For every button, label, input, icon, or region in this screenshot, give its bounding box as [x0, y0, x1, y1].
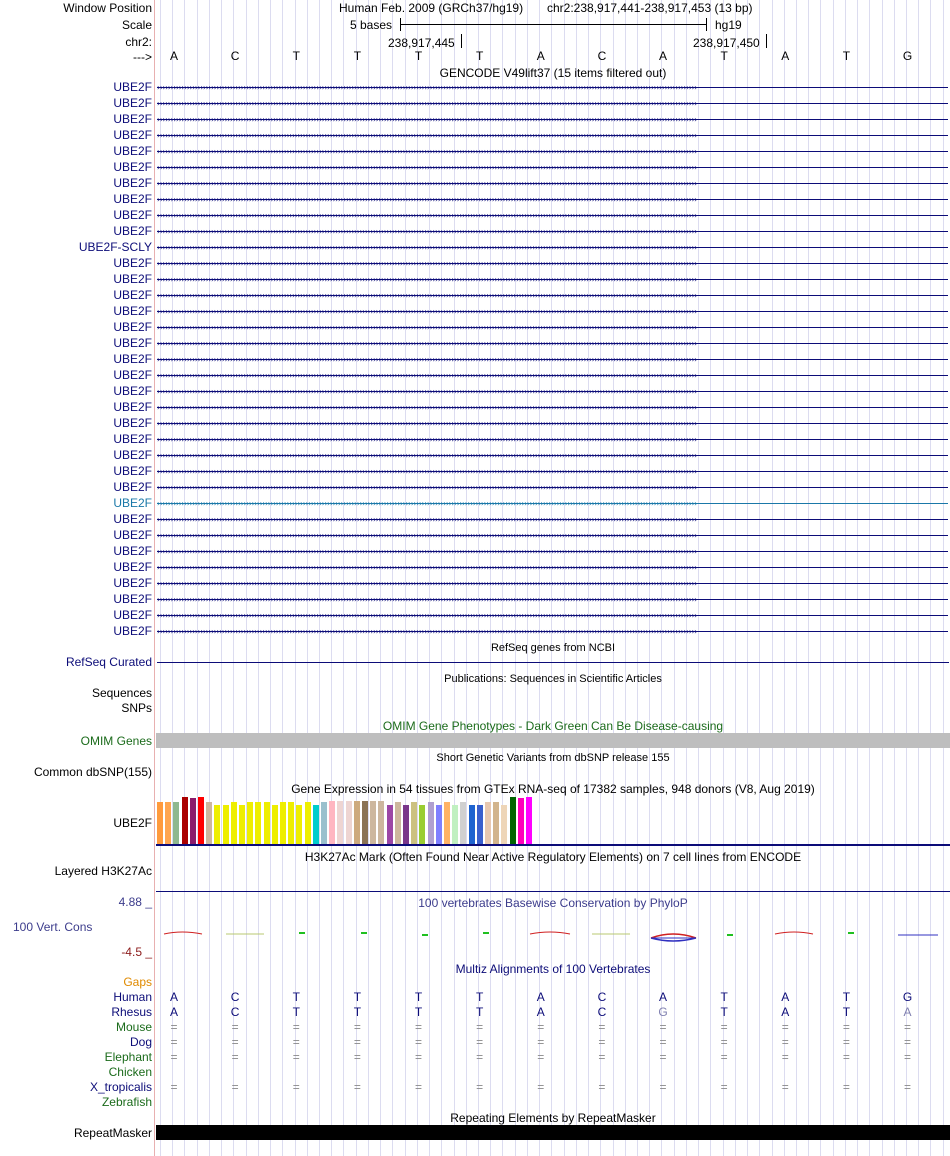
- gencode-transcript[interactable]: [157, 83, 948, 92]
- gencode-transcript[interactable]: [157, 419, 948, 428]
- gencode-gene-label[interactable]: UBE2F: [113, 576, 152, 590]
- gencode-gene-label[interactable]: UBE2F: [113, 256, 152, 270]
- gencode-transcript[interactable]: [157, 195, 948, 204]
- gencode-gene-label[interactable]: UBE2F: [113, 304, 152, 318]
- gtex-tissue-bar[interactable]: [428, 802, 434, 844]
- gencode-transcript[interactable]: [157, 227, 948, 236]
- gtex-tissue-bar[interactable]: [214, 805, 220, 844]
- sequence-base: A: [659, 49, 668, 63]
- gencode-transcript[interactable]: [157, 307, 948, 316]
- repeatmasker-track-title[interactable]: Repeating Elements by RepeatMasker: [450, 1111, 656, 1125]
- multiz-aligned-base: =: [659, 1020, 667, 1034]
- multiz-aligned-base: A: [903, 1005, 912, 1019]
- strand-direction-icon: ››››››››››››››››››››››››››››››››››››››››››››››››››››››››››››››››››››››››››››››››››››››››››››››››››››››››››››››››››››››››››››››››››››››››››››››››››››››››››››››››››››››››››››››››››››››››››››››››››››››››: [157, 579, 697, 588]
- multiz-aligned-base: =: [659, 1050, 667, 1064]
- multiz-aligned-base: =: [292, 1080, 300, 1094]
- gtex-tissue-bar[interactable]: [378, 801, 384, 844]
- sequence-base: A: [781, 49, 790, 63]
- gencode-transcript[interactable]: [157, 579, 948, 588]
- gtex-gene-label[interactable]: UBE2F: [113, 816, 152, 830]
- gtex-tissue-bar[interactable]: [182, 797, 188, 844]
- gencode-gene-label[interactable]: UBE2F: [113, 128, 152, 142]
- gtex-tissue-bar[interactable]: [501, 805, 507, 844]
- multiz-aligned-base: T: [414, 1005, 423, 1019]
- strand-direction-icon: ››››››››››››››››››››››››››››››››››››››››››››››››››››››››››››››››››››››››››››››››››››››››››››››››››››››››››››››››››››››››››››››››››››››››››››››››››››››››››››››››››››››››››››››››››››››››››››››››››››››››: [157, 195, 697, 204]
- strand-direction-icon: ››››››››››››››››››››››››››››››››››››››››››››››››››››››››››››››››››››››››››››››››››››››››››››››››››››››››››››››››››››››››››››››››››››››››››››››››››››››››››››››››››››››››››››››››››››››››››››››››››››››››: [157, 163, 697, 172]
- gencode-gene-label[interactable]: UBE2F: [113, 464, 152, 478]
- gtex-tissue-bar[interactable]: [354, 801, 360, 844]
- strand-direction-icon: ››››››››››››››››››››››››››››››››››››››››››››››››››››››››››››››››››››››››››››››››››››››››››››››››››››››››››››››››››››››››››››››››››››››››››››››››››››››››››››››››››››››››››››››››››››››››››››››››››››››››: [157, 323, 697, 332]
- multiz-aligned-base: =: [170, 1020, 178, 1034]
- gtex-tissue-bar[interactable]: [387, 805, 393, 844]
- strand-direction-icon: ››››››››››››››››››››››››››››››››››››››››››››››››››››››››››››››››››››››››››››››››››››››››››››››››››››››››››››››››››››››››››››››››››››››››››››››››››››››››››››››››››››››››››››››››››››››››››››››››››››››››: [157, 83, 697, 92]
- strand-direction-icon: ››››››››››››››››››››››››››››››››››››››››››››››››››››››››››››››››››››››››››››››››››››››››››››››››››››››››››››››››››››››››››››››››››››››››››››››››››››››››››››››››››››››››››››››››››››››››››››››››››››››››: [157, 387, 697, 396]
- scale-label: Scale: [121, 18, 152, 32]
- multiz-aligned-base: =: [415, 1080, 423, 1094]
- gtex-tissue-bar[interactable]: [485, 802, 491, 844]
- strand-direction-icon: ››››››››››››››››››››››››››››››››››››››››››››››››››››››››››››››››››››››››››››››››››››››››››››››››››››››››››››››››››››››››››››››››››››››››››››››››››››››››››››››››››››››››››››››››››››››››››››››››››››››››: [157, 355, 697, 364]
- multiz-aligned-base: =: [598, 1080, 606, 1094]
- multiz-aligned-base: A: [169, 1005, 178, 1019]
- multiz-aligned-base: T: [353, 1005, 362, 1019]
- gencode-transcript[interactable]: [157, 339, 948, 348]
- gtex-tissue-bar[interactable]: [190, 798, 196, 844]
- db-label: hg19: [715, 18, 742, 32]
- gtex-tissue-bar[interactable]: [296, 805, 302, 844]
- refseq-label[interactable]: RefSeq Curated: [65, 655, 152, 669]
- gencode-gene-label[interactable]: UBE2F: [113, 384, 152, 398]
- multiz-aligned-base: C: [597, 990, 607, 1004]
- strand-direction-icon: ››››››››››››››››››››››››››››››››››››››››››››››››››››››››››››››››››››››››››››››››››››››››››››››››››››››››››››››››››››››››››››››››››››››››››››››››››››››››››››››››››››››››››››››››››››››››››››››››››››››››: [157, 547, 697, 556]
- sequence-base: A: [169, 49, 178, 63]
- gtex-tissue-bar[interactable]: [305, 802, 311, 844]
- multiz-aligned-base: T: [292, 990, 300, 1004]
- strand-direction-icon: ››››››››››››››››››››››››››››››››››››››››››››››››››››››››››››››››››››››››››››››››››››››››››››››››››››››››››››››››››››››››››››››››››››››››››››››››››››››››››››››››››››››››››››››››››››››››››››››››››››››››: [157, 131, 697, 140]
- gtex-tissue-bar[interactable]: [411, 802, 417, 844]
- multiz-aligned-base: A: [781, 990, 790, 1004]
- multiz-species-label[interactable]: Zebrafish: [101, 1095, 152, 1109]
- multiz-aligned-base: =: [598, 1035, 606, 1049]
- strand-direction-icon: ››››››››››››››››››››››››››››››››››››››››››››››››››››››››››››››››››››››››››››››››››››››››››››››››››››››››››››››››››››››››››››››››››››››››››››››››››››››››››››››››››››››››››››››››››››››››››››››››››››››››: [157, 611, 697, 620]
- gencode-gene-label[interactable]: UBE2F: [113, 288, 152, 302]
- multiz-aligned-base: =: [476, 1035, 484, 1049]
- gtex-track-title[interactable]: Gene Expression in 54 tissues from GTEx RNA-seq of 17382 samples, 948 donors (V8, Aug 2019): [291, 782, 815, 796]
- multiz-aligned-base: =: [292, 1020, 300, 1034]
- gtex-tissue-bar[interactable]: [395, 802, 401, 844]
- h3k27ac-baseline: [156, 891, 950, 892]
- gencode-gene-label[interactable]: UBE2F: [113, 272, 152, 286]
- gencode-gene-label[interactable]: UBE2F: [113, 416, 152, 430]
- omim-track-title[interactable]: OMIM Gene Phenotypes - Dark Green Can Be Disease-causing: [382, 719, 724, 733]
- gencode-transcript[interactable]: [157, 467, 948, 476]
- multiz-aligned-base: =: [353, 1080, 361, 1094]
- publications-sequences-label[interactable]: Sequences: [91, 686, 152, 700]
- multiz-aligned-base: =: [537, 1050, 545, 1064]
- gencode-gene-label[interactable]: UBE2F: [113, 432, 152, 446]
- gtex-tissue-bar[interactable]: [239, 805, 245, 844]
- gencode-gene-label[interactable]: UBE2F: [113, 352, 152, 366]
- multiz-aligned-base: =: [476, 1080, 484, 1094]
- phylop-min-label: -4.5 _: [121, 945, 152, 959]
- strand-direction-icon: ››››››››››››››››››››››››››››››››››››››››››››››››››››››››››››››››››››››››››››››››››››››››››››››››››››››››››››››››››››››››››››››››››››››››››››››››››››››››››››››››››››››››››››››››››››››››››››››››››››››››: [157, 403, 697, 412]
- scale-text: 5 bases: [350, 18, 393, 32]
- multiz-aligned-base: T: [720, 1005, 728, 1019]
- multiz-aligned-base: =: [904, 1050, 912, 1064]
- h3k27ac-label[interactable]: Layered H3K27Ac: [54, 864, 152, 878]
- gencode-transcript[interactable]: [157, 451, 948, 460]
- gencode-gene-label[interactable]: UBE2F-SCLY: [78, 240, 152, 254]
- gencode-gene-label[interactable]: UBE2F: [113, 560, 152, 574]
- gencode-transcript[interactable]: [157, 115, 948, 124]
- strand-direction-icon: ››››››››››››››››››››››››››››››››››››››››››››››››››››››››››››››››››››››››››››››››››››››››››››››››››››››››››››››››››››››››››››››››››››››››››››››››››››››››››››››››››››››››››››››››››››››››››››››››››››››››: [157, 563, 697, 572]
- sequence-base: T: [475, 49, 484, 63]
- multiz-aligned-base: =: [781, 1050, 789, 1064]
- gencode-gene-label[interactable]: UBE2F: [113, 192, 152, 206]
- scale-bar-tick-left: [400, 18, 401, 31]
- gencode-transcript[interactable]: [157, 275, 948, 284]
- gencode-transcript[interactable]: [157, 179, 948, 188]
- strand-direction-icon: ››››››››››››››››››››››››››››››››››››››››››››››››››››››››››››››››››››››››››››››››››››››››››››››››››››››››››››››››››››››››››››››››››››››››››››››››››››››››››››››››››››››››››››››››››››››››››››››››››››››››: [157, 211, 697, 220]
- gtex-tissue-bar[interactable]: [460, 802, 466, 844]
- phylop-signal[interactable]: [156, 925, 950, 945]
- coord-right: 238,917,450: [693, 36, 760, 50]
- multiz-aligned-base: =: [842, 1050, 850, 1064]
- gencode-gene-label[interactable]: UBE2F: [113, 368, 152, 382]
- strand-direction-icon: ››››››››››››››››››››››››››››››››››››››››››››››››››››››››››››››››››››››››››››››››››››››››››››››››››››››››››››››››››››››››››››››››››››››››››››››››››››››››››››››››››››››››››››››››››››››››››››››››››››››››: [157, 227, 697, 236]
- multiz-aligned-base: =: [231, 1050, 239, 1064]
- gtex-tissue-bar[interactable]: [288, 802, 294, 844]
- strand-direction-icon: ››››››››››››››››››››››››››››››››››››››››››››››››››››››››››››››››››››››››››››››››››››››››››››››››››››››››››››››››››››››››››››››››››››››››››››››››››››››››››››››››››››››››››››››››››››››››››››››››››››››››: [157, 483, 697, 492]
- gtex-tissue-bar[interactable]: [223, 805, 229, 844]
- multiz-aligned-base: =: [781, 1080, 789, 1094]
- strand-arrow-label: --->: [133, 50, 152, 64]
- multiz-aligned-base: =: [353, 1050, 361, 1064]
- multiz-aligned-base: =: [415, 1035, 423, 1049]
- label-gutter-divider: [154, 0, 155, 1156]
- h3k27ac-track-title[interactable]: H3K27Ac Mark (Often Found Near Active Regulatory Elements) on 7 cell lines from ENCODE: [304, 850, 802, 864]
- gencode-gene-label[interactable]: UBE2F: [113, 208, 152, 222]
- sequence-base: G: [902, 49, 913, 63]
- refseq-gene-line[interactable]: [157, 662, 949, 663]
- dbsnp-label[interactable]: Common dbSNP(155): [33, 765, 152, 779]
- gtex-bar-chart[interactable]: [156, 796, 950, 844]
- gtex-tissue-bar[interactable]: [313, 805, 319, 844]
- gtex-tissue-bar[interactable]: [157, 802, 163, 844]
- strand-direction-icon: ››››››››››››››››››››››››››››››››››››››››››››››››››››››››››››››››››››››››››››››››››››››››››››››››››››››››››››››››››››››››››››››››››››››››››››››››››››››››››››››››››››››››››››››››››››››››››››››››››››››››: [157, 259, 697, 268]
- multiz-aligned-base: T: [292, 1005, 300, 1019]
- sequence-base: T: [292, 49, 300, 63]
- multiz-aligned-base: =: [231, 1035, 239, 1049]
- multiz-aligned-base: C: [597, 1005, 607, 1019]
- gencode-transcript[interactable]: [157, 403, 948, 412]
- multiz-aligned-base: =: [720, 1035, 728, 1049]
- gtex-tissue-bar[interactable]: [518, 798, 524, 844]
- multiz-aligned-base: =: [904, 1020, 912, 1034]
- sequence-base: C: [597, 49, 607, 63]
- multiz-aligned-base: T: [842, 1005, 851, 1019]
- gencode-transcript[interactable]: [157, 131, 948, 140]
- multiz-aligned-base: =: [415, 1050, 423, 1064]
- refseq-track-title[interactable]: RefSeq genes from NCBI: [490, 642, 616, 654]
- sequence-base: C: [230, 49, 240, 63]
- strand-direction-icon: ››››››››››››››››››››››››››››››››››››››››››››››››››››››››››››››››››››››››››››››››››››››››››››››››››››››››››››››››››››››››››››››››››››››››››››››››››››››››››››››››››››››››››››››››››››››››››››››››››››››››: [157, 179, 697, 188]
- multiz-aligned-base: =: [781, 1035, 789, 1049]
- gencode-transcript[interactable]: [157, 371, 948, 380]
- multiz-aligned-base: =: [170, 1050, 178, 1064]
- multiz-aligned-base: G: [902, 990, 913, 1004]
- multiz-species-label[interactable]: Human: [113, 990, 152, 1004]
- gencode-gene-label[interactable]: UBE2F: [113, 512, 152, 526]
- gencode-gene-label[interactable]: UBE2F: [113, 176, 152, 190]
- publications-track-title[interactable]: Publications: Sequences in Scientific Articles: [444, 673, 662, 685]
- strand-direction-icon: ››››››››››››››››››››››››››››››››››››››››››››››››››››››››››››››››››››››››››››››››››››››››››››››››››››››››››››››››››››››››››››››››››››››››››››››››››››››››››››››››››››››››››››››››››››››››››››››››››››››››: [157, 419, 697, 428]
- multiz-aligned-base: =: [781, 1020, 789, 1034]
- strand-direction-icon: ››››››››››››››››››››››››››››››››››››››››››››››››››››››››››››››››››››››››››››››››››››››››››››››››››››››››››››››››››››››››››››››››››››››››››››››››››››››››››››››››››››››››››››››››››››››››››››››››››››››››: [157, 451, 697, 460]
- gencode-transcript[interactable]: [157, 291, 948, 300]
- multiz-aligned-base: =: [842, 1035, 850, 1049]
- gencode-transcript[interactable]: [157, 163, 948, 172]
- gtex-tissue-bar[interactable]: [477, 805, 483, 844]
- multiz-aligned-base: A: [781, 1005, 790, 1019]
- sequence-base: T: [414, 49, 423, 63]
- gencode-transcript[interactable]: [157, 627, 948, 636]
- gencode-transcript[interactable]: [157, 483, 948, 492]
- sequence-base: T: [842, 49, 851, 63]
- gtex-tissue-bar[interactable]: [346, 801, 352, 844]
- multiz-species-label[interactable]: Mouse: [115, 1020, 152, 1034]
- coord-right-tick: [766, 34, 767, 48]
- dbsnp-track-title[interactable]: Short Genetic Variants from dbSNP release 155: [436, 752, 670, 764]
- phylop-label[interactable]: 100 Vert. Cons: [13, 920, 93, 934]
- multiz-aligned-base: A: [536, 1005, 545, 1019]
- multiz-aligned-base: =: [598, 1020, 606, 1034]
- multiz-aligned-base: =: [659, 1080, 667, 1094]
- repeatmasker-label[interactable]: RepeatMasker: [73, 1126, 152, 1140]
- coord-left: 238,917,445: [388, 36, 455, 50]
- multiz-aligned-base: =: [476, 1050, 484, 1064]
- multiz-aligned-base: =: [170, 1080, 178, 1094]
- strand-direction-icon: ››››››››››››››››››››››››››››››››››››››››››››››››››››››››››››››››››››››››››››››››››››››››››››››››››››››››››››››››››››››››››››››››››››››››››››››››››››››››››››››››››››››››››››››››››››››››››››››››››››››››: [157, 243, 697, 252]
- strand-direction-icon: ››››››››››››››››››››››››››››››››››››››››››››››››››››››››››››››››››››››››››››››››››››››››››››››››››››››››››››››››››››››››››››››››››››››››››››››››››››››››››››››››››››››››››››››››››››››››››››››››››››››››: [157, 291, 697, 300]
- chrom-label: chr2:: [125, 35, 152, 49]
- strand-direction-icon: ››››››››››››››››››››››››››››››››››››››››››››››››››››››››››››››››››››››››››››››››››››››››››››››››››››››››››››››››››››››››››››››››››››››››››››››››››››››››››››››››››››››››››››››››››››››››››››››››››››››››: [157, 339, 697, 348]
- gencode-transcript[interactable]: [157, 563, 948, 572]
- gencode-gene-label[interactable]: UBE2F: [113, 496, 152, 510]
- gtex-tissue-bar[interactable]: [452, 805, 458, 844]
- gencode-gene-label[interactable]: UBE2F: [113, 320, 152, 334]
- multiz-species-label[interactable]: Chicken: [108, 1065, 152, 1079]
- multiz-aligned-base: =: [904, 1035, 912, 1049]
- multiz-aligned-base: =: [231, 1020, 239, 1034]
- gtex-tissue-bar[interactable]: [231, 802, 237, 844]
- gtex-tissue-bar[interactable]: [362, 801, 368, 844]
- gtex-tissue-bar[interactable]: [198, 797, 204, 844]
- publications-snps-label[interactable]: SNPs: [121, 701, 152, 715]
- strand-direction-icon: ››››››››››››››››››››››››››››››››››››››››››››››››››››››››››››››››››››››››››››››››››››››››››››››››››››››››››››››››››››››››››››››››››››››››››››››››››››››››››››››››››››››››››››››››››››››››››››››››››››››››: [157, 115, 697, 124]
- multiz-aligned-base: T: [414, 990, 423, 1004]
- gtex-tissue-bar[interactable]: [370, 801, 376, 844]
- multiz-aligned-base: =: [353, 1020, 361, 1034]
- multiz-aligned-base: =: [292, 1050, 300, 1064]
- coord-left-tick: [461, 34, 462, 48]
- gtex-tissue-bar[interactable]: [173, 802, 179, 844]
- gencode-transcript[interactable]: [157, 611, 948, 620]
- multiz-aligned-base: =: [476, 1020, 484, 1034]
- gtex-tissue-bar[interactable]: [206, 802, 212, 844]
- multiz-aligned-base: C: [230, 990, 240, 1004]
- gtex-tissue-bar[interactable]: [329, 801, 335, 844]
- gencode-transcript[interactable]: [157, 499, 948, 508]
- gencode-transcript[interactable]: [157, 435, 948, 444]
- gtex-tissue-bar[interactable]: [444, 802, 450, 844]
- gencode-gene-label[interactable]: UBE2F: [113, 624, 152, 638]
- gencode-gene-label[interactable]: UBE2F: [113, 96, 152, 110]
- strand-direction-icon: ››››››››››››››››››››››››››››››››››››››››››››››››››››››››››››››››››››››››››››››››››››››››››››››››››››››››››››››››››››››››››››››››››››››››››››››››››››››››››››››››››››››››››››››››››››››››››››››››››››››››: [157, 531, 697, 540]
- multiz-track-title[interactable]: Multiz Alignments of 100 Vertebrates: [455, 962, 651, 976]
- multiz-species-label[interactable]: Dog: [129, 1035, 152, 1049]
- gencode-gene-label[interactable]: UBE2F: [113, 608, 152, 622]
- strand-direction-icon: ››››››››››››››››››››››››››››››››››››››››››››››››››››››››››››››››››››››››››››››››››››››››››››››››››››››››››››››››››››››››››››››››››››››››››››››››››››››››››››››››››››››››››››››››››››››››››››››››››››››››: [157, 147, 697, 156]
- strand-direction-icon: ››››››››››››››››››››››››››››››››››››››››››››››››››››››››››››››››››››››››››››››››››››››››››››››››››››››››››››››››››››››››››››››››››››››››››››››››››››››››››››››››››››››››››››››››››››››››››››››››››››››››: [157, 307, 697, 316]
- multiz-aligned-base: A: [169, 990, 178, 1004]
- multiz-aligned-base: T: [720, 990, 728, 1004]
- gtex-tissue-bar[interactable]: [321, 802, 327, 844]
- multiz-aligned-base: T: [353, 990, 362, 1004]
- multiz-species-label[interactable]: X_tropicalis: [89, 1080, 152, 1094]
- gencode-gene-label[interactable]: UBE2F: [113, 544, 152, 558]
- gtex-tissue-bar[interactable]: [493, 802, 499, 844]
- phylop-max-label: 4.88 _: [118, 895, 152, 909]
- strand-direction-icon: ››››››››››››››››››››››››››››››››››››››››››››››››››››››››››››››››››››››››››››››››››››››››››››››››››››››››››››››››››››››››››››››››››››››››››››››››››››››››››››››››››››››››››››››››››››››››››››››››››››››››: [157, 435, 697, 444]
- multiz-aligned-base: =: [537, 1020, 545, 1034]
- multiz-aligned-base: T: [475, 990, 484, 1004]
- position-label: chr2:238,917,441-238,917,453 (13 bp): [547, 1, 753, 15]
- multiz-aligned-base: C: [230, 1005, 240, 1019]
- gencode-track-title[interactable]: GENCODE V49lift37 (15 items filtered out): [439, 66, 667, 80]
- gtex-tissue-bar[interactable]: [436, 805, 442, 844]
- gencode-gene-label[interactable]: UBE2F: [113, 80, 152, 94]
- multiz-species-label[interactable]: Rhesus: [111, 1005, 152, 1019]
- strand-direction-icon: ››››››››››››››››››››››››››››››››››››››››››››››››››››››››››››››››››››››››››››››››››››››››››››››››››››››››››››››››››››››››››››››››››››››››››››››››››››››››››››››››››››››››››››››››››››››››››››››››››››››››: [157, 595, 697, 604]
- multiz-aligned-base: =: [292, 1035, 300, 1049]
- gencode-transcript[interactable]: [157, 211, 948, 220]
- gencode-gene-label[interactable]: UBE2F: [113, 400, 152, 414]
- multiz-aligned-base: =: [904, 1080, 912, 1094]
- omim-gene-bar[interactable]: [156, 733, 950, 748]
- gtex-tissue-bar[interactable]: [337, 801, 343, 844]
- gencode-transcript[interactable]: [157, 147, 948, 156]
- gencode-gene-label[interactable]: UBE2F: [113, 112, 152, 126]
- phylop-track-title[interactable]: 100 vertebrates Basewise Conservation by PhyloP: [418, 896, 688, 910]
- multiz-aligned-base: =: [842, 1080, 850, 1094]
- strand-direction-icon: ››››››››››››››››››››››››››››››››››››››››››››››››››››››››››››››››››››››››››››››››››››››››››››››››››››››››››››››››››››››››››››››››››››››››››››››››››››››››››››››››››››››››››››››››››››››››››››››››››››››››: [157, 99, 697, 108]
- gtex-tissue-bar[interactable]: [264, 802, 270, 844]
- gencode-transcript[interactable]: [157, 355, 948, 364]
- gencode-gene-label[interactable]: UBE2F: [113, 480, 152, 494]
- gencode-gene-label[interactable]: UBE2F: [113, 144, 152, 158]
- gencode-gene-label[interactable]: UBE2F: [113, 224, 152, 238]
- gtex-tissue-bar[interactable]: [469, 805, 475, 844]
- gtex-tissue-bar[interactable]: [272, 805, 278, 844]
- multiz-aligned-base: =: [720, 1050, 728, 1064]
- gencode-gene-label[interactable]: UBE2F: [113, 448, 152, 462]
- gtex-tissue-bar[interactable]: [526, 797, 532, 844]
- strand-direction-icon: ››››››››››››››››››››››››››››››››››››››››››››››››››››››››››››››››››››››››››››››››››››››››››››››››››››››››››››››››››››››››››››››››››››››››››››››››››››››››››››››››››››››››››››››››››››››››››››››››››››››››: [157, 627, 697, 636]
- omim-label[interactable]: OMIM Genes: [80, 734, 152, 748]
- gtex-tissue-bar[interactable]: [403, 805, 409, 844]
- multiz-aligned-base: =: [170, 1035, 178, 1049]
- sequence-base: T: [720, 49, 728, 63]
- sequence-base: A: [536, 49, 545, 63]
- gencode-transcript[interactable]: [157, 515, 948, 524]
- gtex-tissue-bar[interactable]: [255, 802, 261, 844]
- multiz-aligned-base: =: [842, 1020, 850, 1034]
- gtex-tissue-bar[interactable]: [247, 802, 253, 844]
- strand-direction-icon: ››››››››››››››››››››››››››››››››››››››››››››››››››››››››››››››››››››››››››››››››››››››››››››››››››››››››››››››››››››››››››››››››››››››››››››››››››››››››››››››››››››››››››››››››››››››››››››››››››››››››: [157, 499, 697, 508]
- gencode-transcript[interactable]: [157, 531, 948, 540]
- multiz-aligned-base: A: [536, 990, 545, 1004]
- gtex-tissue-bar[interactable]: [419, 805, 425, 844]
- scale-bar: [400, 24, 707, 25]
- multiz-aligned-base: =: [659, 1035, 667, 1049]
- strand-direction-icon: ››››››››››››››››››››››››››››››››››››››››››››››››››››››››››››››››››››››››››››››››››››››››››››››››››››››››››››››››››››››››››››››››››››››››››››››››››››››››››››››››››››››››››››››››››››››››››››››››››››››››: [157, 371, 697, 380]
- multiz-species-label[interactable]: Elephant: [104, 1050, 152, 1064]
- gencode-transcript[interactable]: [157, 259, 948, 268]
- strand-direction-icon: ››››››››››››››››››››››››››››››››››››››››››››››››››››››››››››››››››››››››››››››››››››››››››››››››››››››››››››››››››››››››››››››››››››››››››››››››››››››››››››››››››››››››››››››››››››››››››››››››››››››››: [157, 515, 697, 524]
- multiz-aligned-base: =: [353, 1035, 361, 1049]
- gencode-transcript[interactable]: [157, 387, 948, 396]
- multiz-aligned-base: T: [475, 1005, 484, 1019]
- multiz-aligned-base: =: [598, 1050, 606, 1064]
- strand-direction-icon: ››››››››››››››››››››››››››››››››››››››››››››››››››››››››››››››››››››››››››››››››››››››››››››››››››››››››››››››››››››››››››››››››››››››››››››››››››››››››››››››››››››››››››››››››››››››››››››››››››››››››: [157, 467, 697, 476]
- gencode-gene-label[interactable]: UBE2F: [113, 160, 152, 174]
- multiz-aligned-base: G: [658, 1005, 668, 1019]
- gencode-transcript[interactable]: [157, 99, 948, 108]
- scale-bar-tick-right: [706, 18, 707, 31]
- multiz-aligned-base: T: [842, 990, 851, 1004]
- multiz-gaps-label[interactable]: Gaps: [123, 975, 152, 989]
- multiz-aligned-base: A: [659, 990, 668, 1004]
- gencode-transcript[interactable]: [157, 323, 948, 332]
- gtex-tissue-bar[interactable]: [280, 802, 286, 844]
- multiz-aligned-base: =: [720, 1020, 728, 1034]
- gencode-gene-label[interactable]: UBE2F: [113, 592, 152, 606]
- multiz-aligned-base: =: [537, 1080, 545, 1094]
- multiz-aligned-base: =: [537, 1035, 545, 1049]
- gtex-tissue-bar[interactable]: [510, 797, 516, 844]
- sequence-base: T: [353, 49, 362, 63]
- gencode-gene-label[interactable]: UBE2F: [113, 336, 152, 350]
- gencode-transcript[interactable]: [157, 595, 948, 604]
- strand-direction-icon: ››››››››››››››››››››››››››››››››››››››››››››››››››››››››››››››››››››››››››››››››››››››››››››››››››››››››››››››››››››››››››››››››››››››››››››››››››››››››››››››››››››››››››››››››››››››››››››››››››››››››: [157, 275, 697, 284]
- gencode-transcript[interactable]: [157, 547, 948, 556]
- multiz-aligned-base: =: [231, 1080, 239, 1094]
- gtex-tissue-bar[interactable]: [165, 802, 171, 844]
- gencode-transcript[interactable]: [157, 243, 948, 252]
- window-position-label: Window Position: [63, 1, 152, 15]
- gtex-baseline: [156, 844, 950, 846]
- repeatmasker-bar[interactable]: [156, 1125, 950, 1140]
- multiz-aligned-base: =: [415, 1020, 423, 1034]
- assembly-label: Human Feb. 2009 (GRCh37/hg19): [339, 1, 524, 15]
- multiz-aligned-base: =: [720, 1080, 728, 1094]
- gencode-gene-label[interactable]: UBE2F: [113, 528, 152, 542]
